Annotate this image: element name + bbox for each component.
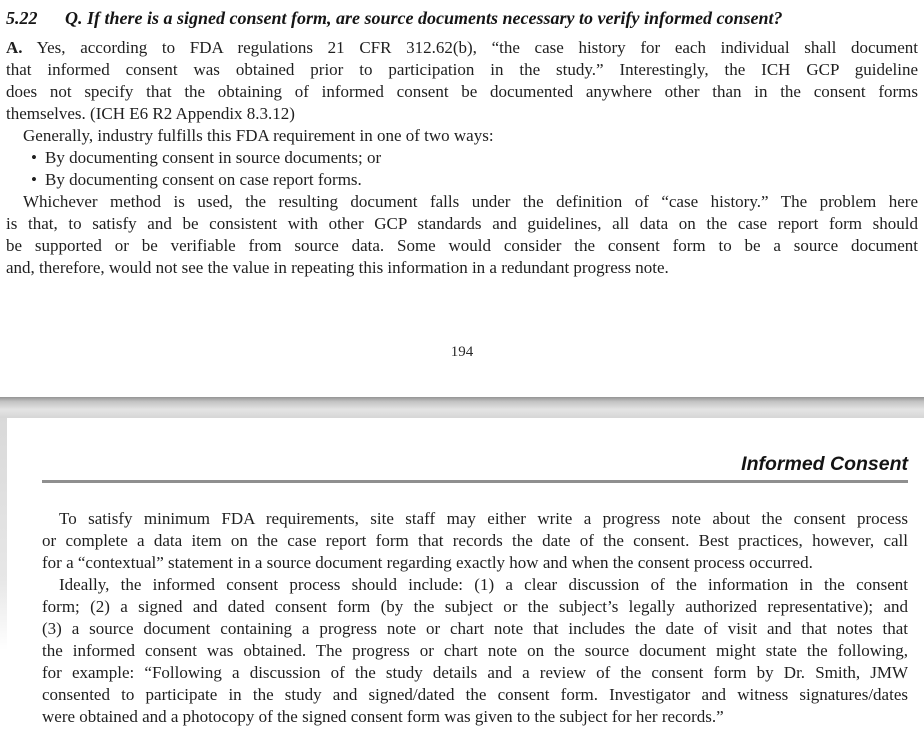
page-body [42, 508, 908, 728]
page-break-divider [0, 397, 924, 418]
text-line: for example: “Following a discussion of the study details and a review of the consent form by Dr. Smith, JMW [42, 663, 908, 682]
bullet-text: By documenting consent on case report forms. [45, 170, 362, 189]
answer-lines [6, 59, 918, 125]
bullet-icon: • [31, 148, 37, 167]
text-line: were obtained and a photocopy of the signed consent form was given to the subject for her records.” [42, 707, 724, 726]
text-line: consented to participate in the study and signed/dated the consent form. Investigator and witness signatures/dates [42, 685, 908, 704]
text-line: be supported or be verifiable from source data. Some would consider the consent form to be a source document [6, 236, 918, 255]
text-line: and, therefore, would not see the value in repeating this information in a redundant progress note. [6, 258, 669, 277]
text-line: the informed consent was obtained. The progress or chart note on the source document might state the following, [42, 641, 908, 660]
bullet-item [6, 147, 918, 169]
bullet-icon: • [31, 170, 37, 189]
answer-first-line-text: Yes, according to FDA regulations 21 CFR 312.62(b), “the case history for each individual shall document [36, 38, 918, 57]
text-line: that informed consent was obtained prior to participation in the study.” Interestingly, the ICH GCP guideline [6, 60, 918, 79]
page-number: 194 [450, 344, 474, 360]
paragraph-1 [42, 508, 908, 574]
text-line: does not specify that the obtaining of informed consent be documented anywhere other than in the consent forms [6, 82, 918, 101]
text-line: is that, to satisfy and be consistent with other GCP standards and guidelines, all data on the case report form should [6, 214, 918, 233]
running-head: Informed Consent [741, 453, 908, 475]
section-heading [6, 6, 918, 30]
generally-line: Generally, industry fulfills this FDA requirement in one of two ways: [23, 126, 494, 145]
text-line: form; (2) a signed and dated consent form (by the subject or the subject’s legally authorized representative); and [42, 597, 908, 616]
text-line: (3) a source document containing a progress note or chart note that includes the date of visit and that notes that [42, 619, 908, 638]
text-line [6, 37, 918, 59]
text-line: themselves. (ICH E6 R2 Appendix 8.3.12) [6, 104, 295, 123]
section-number: 5.22 [6, 8, 38, 28]
page-informed-consent [42, 418, 908, 728]
answer-label: A. [6, 38, 23, 57]
paragraph-2 [42, 574, 908, 728]
section-question: Q. If there is a signed consent form, are source documents necessary to verify informed consent? [65, 8, 783, 28]
page-edge-shadow [0, 418, 7, 650]
answer-paragraph [6, 37, 918, 125]
running-head-rule [42, 480, 908, 483]
bullet-text: By documenting consent in source documents; or [45, 148, 382, 167]
text-line: Ideally, the informed consent process should include: (1) a clear discussion of the information in the consent [59, 575, 908, 594]
text-line: for a “contextual” statement in a source document regarding exactly how and when the consent process occurred. [42, 553, 813, 572]
text-line: To satisfy minimum FDA requirements, site staff may either write a progress note about the consent process [59, 509, 908, 528]
bullet-item [6, 169, 918, 191]
text-line: Whichever method is used, the resulting document falls under the definition of “case history.” The problem here [23, 192, 918, 211]
page-194 [6, 6, 918, 392]
text-line: or complete a data item on the case report form that records the date of the consent. Best practices, however, call [42, 531, 908, 550]
whichever-paragraph [6, 191, 918, 279]
